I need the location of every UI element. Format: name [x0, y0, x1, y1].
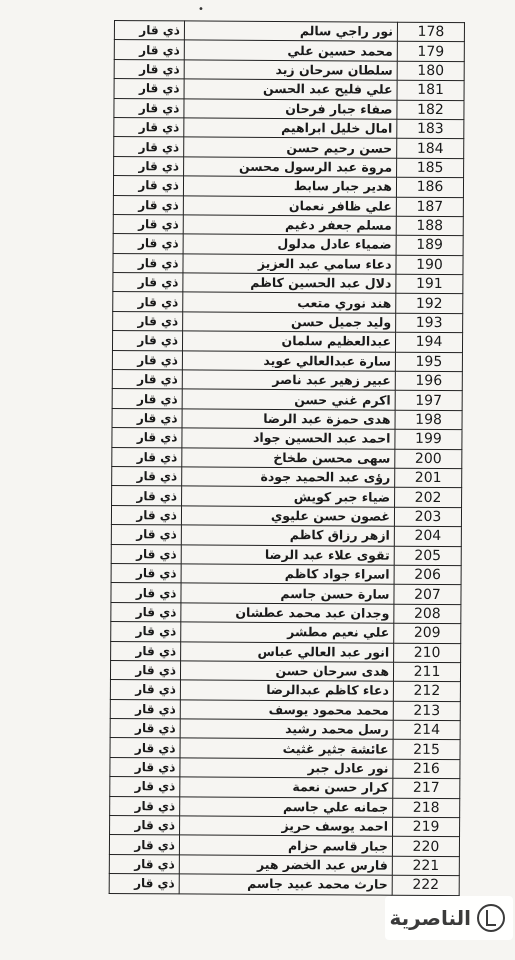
- name-cell: رسل محمد رشيد: [180, 719, 393, 740]
- governorate-cell: ذي قار: [112, 447, 182, 467]
- name-cell: وجدان عبد محمد عطشان: [181, 603, 394, 624]
- governorate-cell: ذي قار: [114, 98, 184, 118]
- number-cell: 216: [393, 759, 460, 779]
- number-cell: 185: [397, 158, 464, 178]
- table-row: [109, 854, 459, 876]
- table-row: [114, 59, 464, 81]
- name-cell: دلال عبد الحسين كاظم: [183, 273, 396, 294]
- name-cell: عائشة جثير غثيث: [180, 738, 393, 759]
- table-row: [110, 660, 460, 682]
- name-cell: صفاء جبار فرحان: [184, 98, 397, 119]
- table-row: [111, 525, 461, 547]
- governorate-cell: ذي قار: [111, 544, 181, 564]
- roster-body: [109, 21, 464, 896]
- governorate-cell: ذي قار: [111, 641, 181, 661]
- governorate-cell: ذي قار: [110, 738, 180, 758]
- name-cell: مسلم جعفر دغيم: [183, 215, 396, 236]
- name-cell: نور راجي سالم: [184, 21, 397, 42]
- number-cell: 219: [393, 817, 460, 837]
- logo-mark-icon: [477, 904, 505, 932]
- table-row: [112, 466, 462, 488]
- name-cell: محمد محمود يوسف: [180, 700, 393, 721]
- name-cell: احمد عبد الحسين جواد: [182, 428, 395, 449]
- name-cell: عبدالعظيم سلمان: [182, 331, 395, 352]
- number-cell: 195: [395, 352, 462, 372]
- name-cell: سارة حسن جاسم: [181, 583, 394, 604]
- table-row: [110, 757, 460, 779]
- table-row: [112, 447, 462, 469]
- table-row: [110, 719, 460, 741]
- number-cell: 220: [392, 837, 459, 857]
- table-row: [113, 176, 463, 198]
- governorate-cell: ذي قار: [114, 137, 184, 157]
- number-cell: 189: [396, 236, 463, 256]
- number-cell: 179: [397, 42, 464, 62]
- number-cell: 212: [393, 682, 460, 702]
- table-row: [110, 796, 460, 818]
- table-row: [109, 835, 459, 857]
- table-row: [114, 117, 464, 139]
- governorate-cell: ذي قار: [114, 40, 184, 60]
- number-cell: 205: [394, 546, 461, 566]
- watermark-logo: [385, 896, 513, 940]
- table-row: [114, 21, 464, 43]
- governorate-cell: ذي قار: [113, 292, 183, 312]
- name-cell: ازهر رزاق كاظم: [181, 525, 394, 546]
- number-cell: 203: [394, 507, 461, 527]
- number-cell: 206: [394, 565, 461, 585]
- governorate-cell: ذي قار: [113, 234, 183, 254]
- name-cell: عبير زهير عبد ناصر: [182, 370, 395, 391]
- table-row: [110, 738, 460, 760]
- table-row: [113, 292, 463, 314]
- number-cell: 187: [396, 197, 463, 217]
- governorate-cell: ذي قار: [112, 350, 182, 370]
- governorate-cell: ذي قار: [113, 176, 183, 196]
- number-cell: 181: [397, 80, 464, 100]
- table-row: [112, 428, 462, 450]
- table-row: [111, 622, 461, 644]
- table-row: [114, 137, 464, 159]
- table-row: [110, 699, 460, 721]
- governorate-cell: ذي قار: [111, 505, 181, 525]
- name-cell: سهى محسن طخاخ: [182, 448, 395, 469]
- name-cell: سارة عبدالعالي عويد: [182, 351, 395, 372]
- number-cell: 192: [396, 294, 463, 314]
- governorate-cell: ذي قار: [110, 680, 180, 700]
- governorate-cell: ذي قار: [110, 816, 180, 836]
- number-cell: 210: [394, 643, 461, 663]
- table-row: [114, 79, 464, 101]
- name-cell: سلطان سرحان زيد: [184, 60, 397, 81]
- governorate-cell: ذي قار: [114, 59, 184, 79]
- governorate-cell: ذي قار: [112, 331, 182, 351]
- table-row: [113, 273, 463, 295]
- governorate-cell: ذي قار: [110, 757, 180, 777]
- number-cell: 207: [394, 585, 461, 605]
- name-cell: اسراء جواد كاظم: [181, 564, 394, 585]
- number-cell: 193: [396, 313, 463, 333]
- number-cell: 198: [395, 410, 462, 430]
- table-row: [111, 583, 461, 605]
- table-row: [112, 389, 462, 411]
- governorate-cell: ذي قار: [114, 117, 184, 137]
- number-cell: 199: [395, 429, 462, 449]
- number-cell: 214: [393, 720, 460, 740]
- table-row: [113, 311, 463, 333]
- table-row: [111, 544, 461, 566]
- governorate-cell: ذي قار: [113, 195, 183, 215]
- number-cell: 215: [393, 740, 460, 760]
- number-cell: 183: [397, 119, 464, 139]
- governorate-cell: ذي قار: [111, 622, 181, 642]
- name-cell: وليد جميل حسن: [183, 312, 396, 333]
- name-cell: جمانه علي جاسم: [180, 797, 393, 818]
- table-row: [110, 816, 460, 838]
- table-row: [112, 350, 462, 372]
- governorate-cell: ذي قار: [111, 583, 181, 603]
- table-row: [114, 40, 464, 62]
- name-cell: جبار قاسم حزام: [179, 835, 392, 856]
- governorate-cell: ذي قار: [110, 796, 180, 816]
- number-cell: 208: [394, 604, 461, 624]
- name-cell: رؤى عبد الحميد جودة: [182, 467, 395, 488]
- number-cell: 204: [394, 526, 461, 546]
- governorate-cell: ذي قار: [110, 660, 180, 680]
- number-cell: 200: [395, 449, 462, 469]
- number-cell: 211: [393, 662, 460, 682]
- table-row: [112, 486, 462, 508]
- number-cell: 197: [395, 391, 462, 411]
- governorate-cell: ذي قار: [111, 525, 181, 545]
- name-cell: كرار حسن نعمة: [180, 777, 393, 798]
- name-cell: حسن رحيم حسن: [184, 137, 397, 158]
- number-cell: 180: [397, 61, 464, 81]
- governorate-cell: ذي قار: [109, 874, 179, 894]
- table-row: [110, 680, 460, 702]
- name-cell: هدى حمزة عبد الرضا: [182, 409, 395, 430]
- table-row: [111, 602, 461, 624]
- name-cell: اكرم غني حسن: [182, 389, 395, 410]
- number-cell: 202: [395, 488, 462, 508]
- table-row: [113, 253, 463, 275]
- name-cell: حارث محمد عبيد جاسم: [179, 874, 392, 895]
- table-row: [112, 408, 462, 430]
- name-cell: علي ظافر نعمان: [183, 195, 396, 216]
- table-row: [113, 214, 463, 236]
- name-cell: هند نوري متعب: [183, 292, 396, 313]
- number-cell: 217: [393, 778, 460, 798]
- name-cell: احمد يوسف حريز: [180, 816, 393, 837]
- name-cell: دعاء كاظم عبدالرضا: [180, 680, 393, 701]
- governorate-cell: ذي قار: [114, 156, 184, 176]
- governorate-cell: ذي قار: [114, 21, 184, 41]
- governorate-cell: ذي قار: [112, 466, 182, 486]
- name-cell: ضمياء عادل مدلول: [183, 234, 396, 255]
- governorate-cell: ذي قار: [110, 699, 180, 719]
- governorate-cell: ذي قار: [112, 428, 182, 448]
- watermark-text: الناصرية: [389, 906, 471, 930]
- scan-mark: •: [198, 4, 204, 15]
- name-cell: فارس عبد الخضر هير: [179, 855, 392, 876]
- number-cell: 213: [393, 701, 460, 721]
- table-row: [111, 563, 461, 585]
- governorate-cell: ذي قار: [113, 214, 183, 234]
- name-cell: ضياء جبر كويش: [182, 486, 395, 507]
- governorate-cell: ذي قار: [113, 273, 183, 293]
- number-cell: 218: [393, 798, 460, 818]
- number-cell: 222: [392, 875, 459, 895]
- governorate-cell: ذي قار: [113, 253, 183, 273]
- governorate-cell: ذي قار: [114, 79, 184, 99]
- governorate-cell: ذي قار: [112, 408, 182, 428]
- number-cell: 182: [397, 100, 464, 120]
- governorate-cell: ذي قار: [112, 486, 182, 506]
- governorate-cell: ذي قار: [109, 854, 179, 874]
- governorate-cell: ذي قار: [109, 835, 179, 855]
- governorate-cell: ذي قار: [112, 370, 182, 390]
- name-cell: نور عادل جبر: [180, 758, 393, 779]
- number-cell: 178: [397, 22, 464, 42]
- name-cell: هدى سرحان حسن: [180, 661, 393, 682]
- number-cell: 209: [394, 623, 461, 643]
- table-row: [114, 156, 464, 178]
- table-row: [112, 331, 462, 353]
- table-row: [113, 234, 463, 256]
- number-cell: 188: [396, 216, 463, 236]
- name-cell: غصون حسن عليوي: [181, 506, 394, 527]
- roster-table: [109, 20, 465, 896]
- governorate-cell: ذي قار: [110, 777, 180, 797]
- number-cell: 190: [396, 255, 463, 275]
- number-cell: 201: [395, 468, 462, 488]
- table-row: [114, 98, 464, 120]
- name-cell: تقوى علاء عبد الرضا: [181, 544, 394, 565]
- governorate-cell: ذي قار: [110, 719, 180, 739]
- name-cell: انور عبد العالي عباس: [181, 641, 394, 662]
- number-cell: 194: [395, 332, 462, 352]
- table-row: [110, 777, 460, 799]
- governorate-cell: ذي قار: [113, 311, 183, 331]
- name-cell: مروة عبد الرسول محسن: [184, 157, 397, 178]
- number-cell: 196: [395, 371, 462, 391]
- name-cell: علي نعيم مطشر: [181, 622, 394, 643]
- name-cell: محمد حسين علي: [184, 40, 397, 61]
- governorate-cell: ذي قار: [111, 602, 181, 622]
- table-row: [111, 641, 461, 663]
- number-cell: 184: [397, 139, 464, 159]
- number-cell: 186: [396, 177, 463, 197]
- table-row: [113, 195, 463, 217]
- number-cell: 221: [392, 856, 459, 876]
- name-cell: علي فليح عبد الحسن: [184, 79, 397, 100]
- name-cell: هدير جبار سابط: [183, 176, 396, 197]
- governorate-cell: ذي قار: [112, 389, 182, 409]
- name-cell: امال خليل ابراهيم: [184, 118, 397, 139]
- table-row: [112, 370, 462, 392]
- number-cell: 191: [396, 274, 463, 294]
- name-cell: دعاء سامي عبد العزيز: [183, 254, 396, 275]
- table-row: [111, 505, 461, 527]
- table-row: [109, 874, 459, 896]
- governorate-cell: ذي قار: [111, 563, 181, 583]
